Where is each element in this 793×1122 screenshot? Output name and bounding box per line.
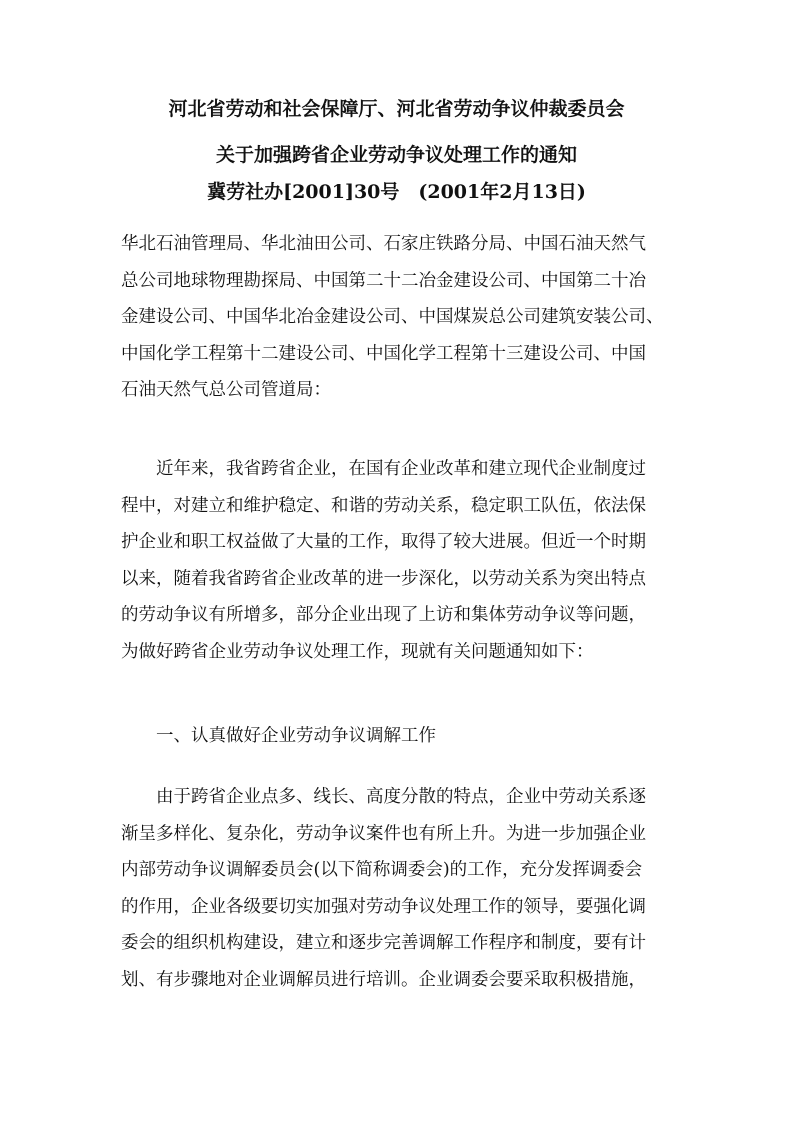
text-line: 石油天然气总公司管道局：: [121, 380, 331, 400]
text-line: 的劳动争议有所增多，部分企业出现了上访和集体劳动争议等问题，: [121, 605, 646, 625]
section-paragraph: [121, 779, 681, 998]
text-line: 以来，随着我省跨省企业改革的进一步深化，以劳动关系为突出特点: [121, 568, 646, 589]
section-heading-text: 一、认真做好企业劳动争议调解工作: [121, 726, 436, 746]
section-heading: [121, 718, 681, 755]
text-line: 渐呈多样化、复杂化，劳动争议案件也有所上升。为进一步加强企业: [121, 823, 646, 844]
text-line: 程中，对建立和维护稳定、和谐的劳动关系，稳定职工队伍，依法保: [121, 495, 646, 516]
intro-paragraph: [121, 451, 681, 670]
text-line: 总公司地球物理勘探局、中国第二十二冶金建设公司、中国第二十冶: [121, 270, 646, 291]
text-line: 华北石油管理局、华北油田公司、石家庄铁路分局、中国石油天然气: [121, 234, 646, 254]
text-line: 的作用，企业各级要切实加强对劳动争议处理工作的领导，要强化调: [121, 896, 646, 917]
document-title-issuer: 河北省劳动和社会保障厅、河北省劳动争议仲裁委员会: [168, 98, 625, 120]
document-title-subject: 关于加强跨省企业劳动争议处理工作的通知: [215, 144, 577, 166]
text-line: 委会的组织机构建设，建立和逐步完善调解工作程序和制度，要有计: [121, 933, 646, 953]
document-number-date: 冀劳社办[2001]30号 (2001年2月13日): [207, 181, 586, 203]
addressee-list: [121, 226, 681, 409]
text-line: 由于跨省企业点多、线长、高度分散的特点，企业中劳动关系逐: [121, 787, 646, 807]
text-line: 中国化学工程第十二建设公司、中国化学工程第十三建设公司、中国: [121, 343, 646, 364]
text-line: 护企业和职工权益做了大量的工作，取得了较大进展。但近一个时期: [121, 532, 646, 552]
text-line: 为做好跨省企业劳动争议处理工作，现就有关问题通知如下：: [121, 641, 594, 662]
text-line: 划、有步骤地对企业调解员进行培训。企业调委会要采取积极措施，: [121, 969, 646, 990]
text-line: 内部劳动争议调解委员会(以下简称调委会)的工作，充分发挥调委会: [121, 860, 643, 880]
text-line: 近年来，我省跨省企业，在国有企业改革和建立现代企业制度过: [121, 459, 646, 479]
text-line: 金建设公司、中国华北冶金建设公司、中国煤炭总公司建筑安装公司、: [121, 307, 664, 327]
